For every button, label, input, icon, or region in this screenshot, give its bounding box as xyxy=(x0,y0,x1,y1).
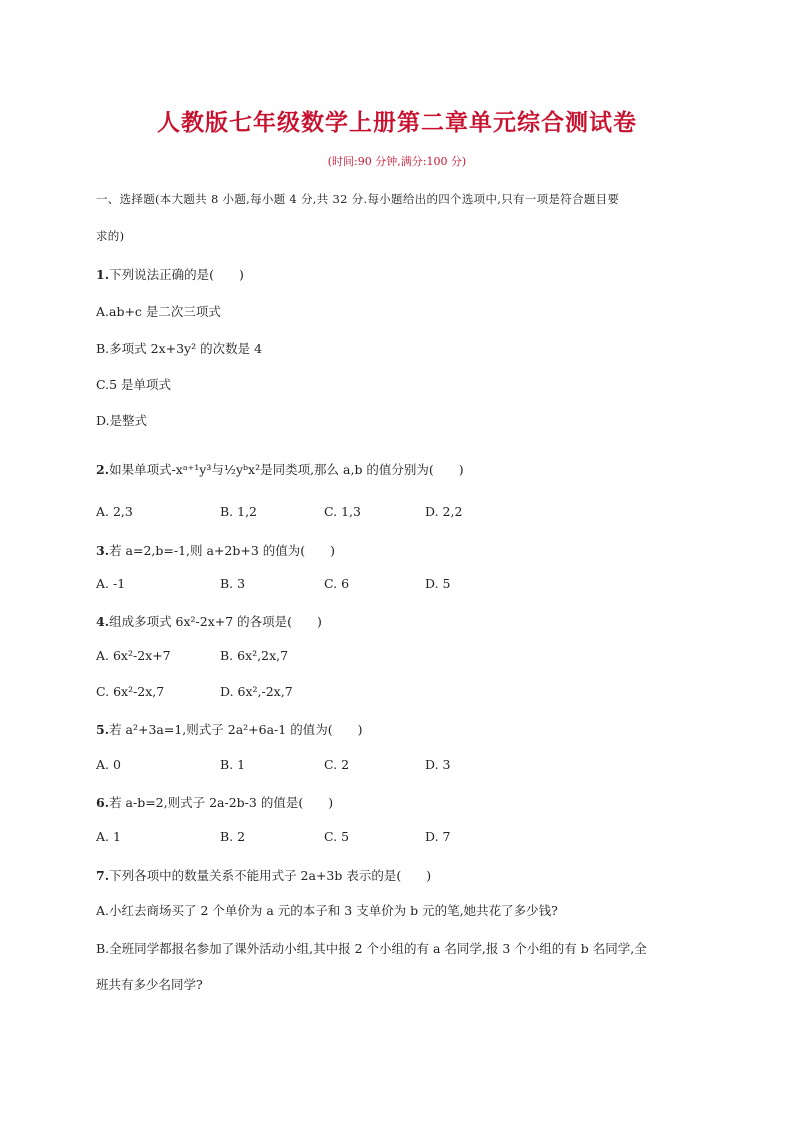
q7-option-a: A.小红去商场买了 2 个单价为 a 元的本子和 3 支单价为 b 元的笔,她共花了多少钱? xyxy=(96,903,558,918)
question-3 xyxy=(96,541,335,559)
question-number: 1. xyxy=(96,267,110,282)
q6-option-c: C. 5 xyxy=(324,829,350,844)
page-title: 人教版七年级数学上册第二章单元综合测试卷 xyxy=(157,109,637,136)
q3-option-c: C. 6 xyxy=(324,576,350,591)
q7-option-b: B.全班同学都报名参加了课外活动小组,其中报 2 个小组的有 a 名同学,报 3 个小组的有 b 名同学,全 xyxy=(96,941,647,956)
q2-option-a: A. 2,3 xyxy=(96,504,133,519)
q2-option-b: B. 1,2 xyxy=(220,504,258,519)
question-number: 4. xyxy=(96,614,110,629)
question-stem: 若 a²+3a=1,则式子 2a²+6a-1 的值为( ) xyxy=(109,722,363,737)
q6-option-b: B. 2 xyxy=(220,829,246,844)
q5-option-b: B. 1 xyxy=(220,757,246,772)
question-number: 2. xyxy=(96,462,110,477)
question-number: 3. xyxy=(96,543,110,558)
question-stem: 组成多项式 6x²-2x+7 的各项是( ) xyxy=(109,614,322,629)
q3-option-d: D. 5 xyxy=(425,576,451,591)
question-stem: 如果单项式-xᵃ⁺¹y³与½yᵇx²是同类项,那么 a,b 的值分别为( ) xyxy=(109,462,464,477)
q1-option-b: B.多项式 2x+3y² 的次数是 4 xyxy=(96,341,263,356)
question-4 xyxy=(96,612,322,630)
q5-option-c: C. 2 xyxy=(324,757,350,772)
question-stem: 下列各项中的数量关系不能用式子 2a+3b 表示的是( ) xyxy=(109,868,432,883)
question-number: 7. xyxy=(96,868,110,883)
exam-info: (时间:90 分钟,满分:100 分) xyxy=(327,155,467,168)
q5-option-a: A. 0 xyxy=(96,757,121,772)
question-5 xyxy=(96,720,362,738)
q4-option-d: D. 6x²,-2x,7 xyxy=(220,684,293,699)
section-heading: 一、选择题(本大题共 8 小题,每小题 4 分,共 32 分.每小题给出的四个选项中,只有一项是符合题目要 xyxy=(96,192,620,206)
q6-option-a: A. 1 xyxy=(96,829,121,844)
section-heading-cont: 求的) xyxy=(96,229,125,243)
q7-option-b-cont: 班共有多少名同学? xyxy=(96,977,203,992)
q2-option-d: D. 2,2 xyxy=(425,504,463,519)
q4-option-c: C. 6x²-2x,7 xyxy=(96,684,165,699)
q5-option-d: D. 3 xyxy=(425,757,451,772)
q6-option-d: D. 7 xyxy=(425,829,451,844)
q3-option-a: A. -1 xyxy=(96,576,126,591)
question-stem: 若 a-b=2,则式子 2a-2b-3 的值是( ) xyxy=(109,795,334,810)
q3-option-b: B. 3 xyxy=(220,576,246,591)
question-stem: 若 a=2,b=-1,则 a+2b+3 的值为( ) xyxy=(109,543,336,558)
q1-option-a: A.ab+c 是二次三项式 xyxy=(96,304,221,319)
question-6 xyxy=(96,793,333,811)
question-stem: 下列说法正确的是( ) xyxy=(109,267,244,282)
q4-option-b: B. 6x²,2x,7 xyxy=(220,648,289,663)
q2-option-c: C. 1,3 xyxy=(324,504,361,519)
question-2 xyxy=(96,460,464,478)
q1-option-d: D.是整式 xyxy=(96,413,148,428)
question-1 xyxy=(96,265,244,283)
question-number: 6. xyxy=(96,795,110,810)
q4-option-a: A. 6x²-2x+7 xyxy=(96,648,171,663)
question-number: 5. xyxy=(96,722,110,737)
question-7 xyxy=(96,866,431,884)
q1-option-c: C.5 是单项式 xyxy=(96,377,172,392)
